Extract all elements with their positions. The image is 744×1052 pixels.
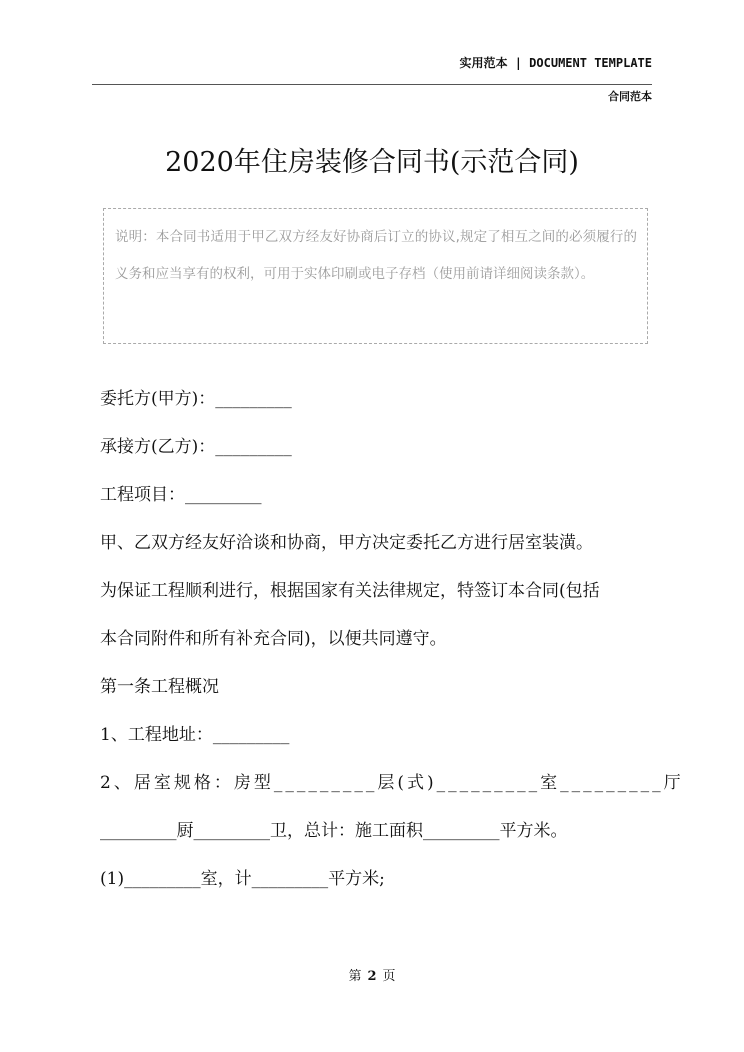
description-box: 说明：本合同书适用于甲乙双方经友好协商后订立的协议,规定了相互之间的必须履行的义务和应当享有的权利，可用于实体印刷或电子存档（使用前请详细阅读条款）。: [103, 208, 648, 344]
project-line: 工程项目：_________: [100, 485, 262, 505]
footer-prefix: 第: [348, 969, 362, 984]
page-footer: [0, 965, 744, 984]
page-title: 2020年住房装修合同书(示范合同): [165, 147, 579, 178]
intro-paragraph-line-3: 本合同附件和所有补充合同)，以便共同遵守。: [100, 629, 447, 649]
page-number: 2: [367, 969, 377, 984]
party-a-line: 委托方(甲方)：_________: [100, 389, 292, 409]
item-2-specs-line-1: 2、居室规格：房型_________层(式)_________室_________厅: [100, 773, 684, 793]
header-rule: [92, 84, 652, 85]
header-document-template: 实用范本 | DOCUMENT TEMPLATE: [459, 56, 652, 70]
item-1-address: 1、工程地址：_________: [100, 725, 290, 745]
intro-paragraph-line-1: 甲、乙双方经友好洽谈和协商，甲方决定委托乙方进行居室装潢。: [100, 533, 593, 553]
footer-suffix: 页: [382, 969, 396, 984]
item-3-room: (1)_________室，计_________平方米;: [100, 869, 385, 889]
header-contract-label: 合同范本: [608, 90, 652, 103]
article-1-heading: 第一条工程概况: [100, 677, 219, 697]
item-2-specs-line-2: _________厨_________卫，总计：施工面积_________平方米。: [100, 821, 568, 841]
intro-paragraph-line-2: 为保证工程顺利进行，根据国家有关法律规定，特签订本合同(包括: [100, 581, 600, 601]
party-b-line: 承接方(乙方)：_________: [100, 437, 292, 457]
contract-body: [100, 375, 684, 903]
